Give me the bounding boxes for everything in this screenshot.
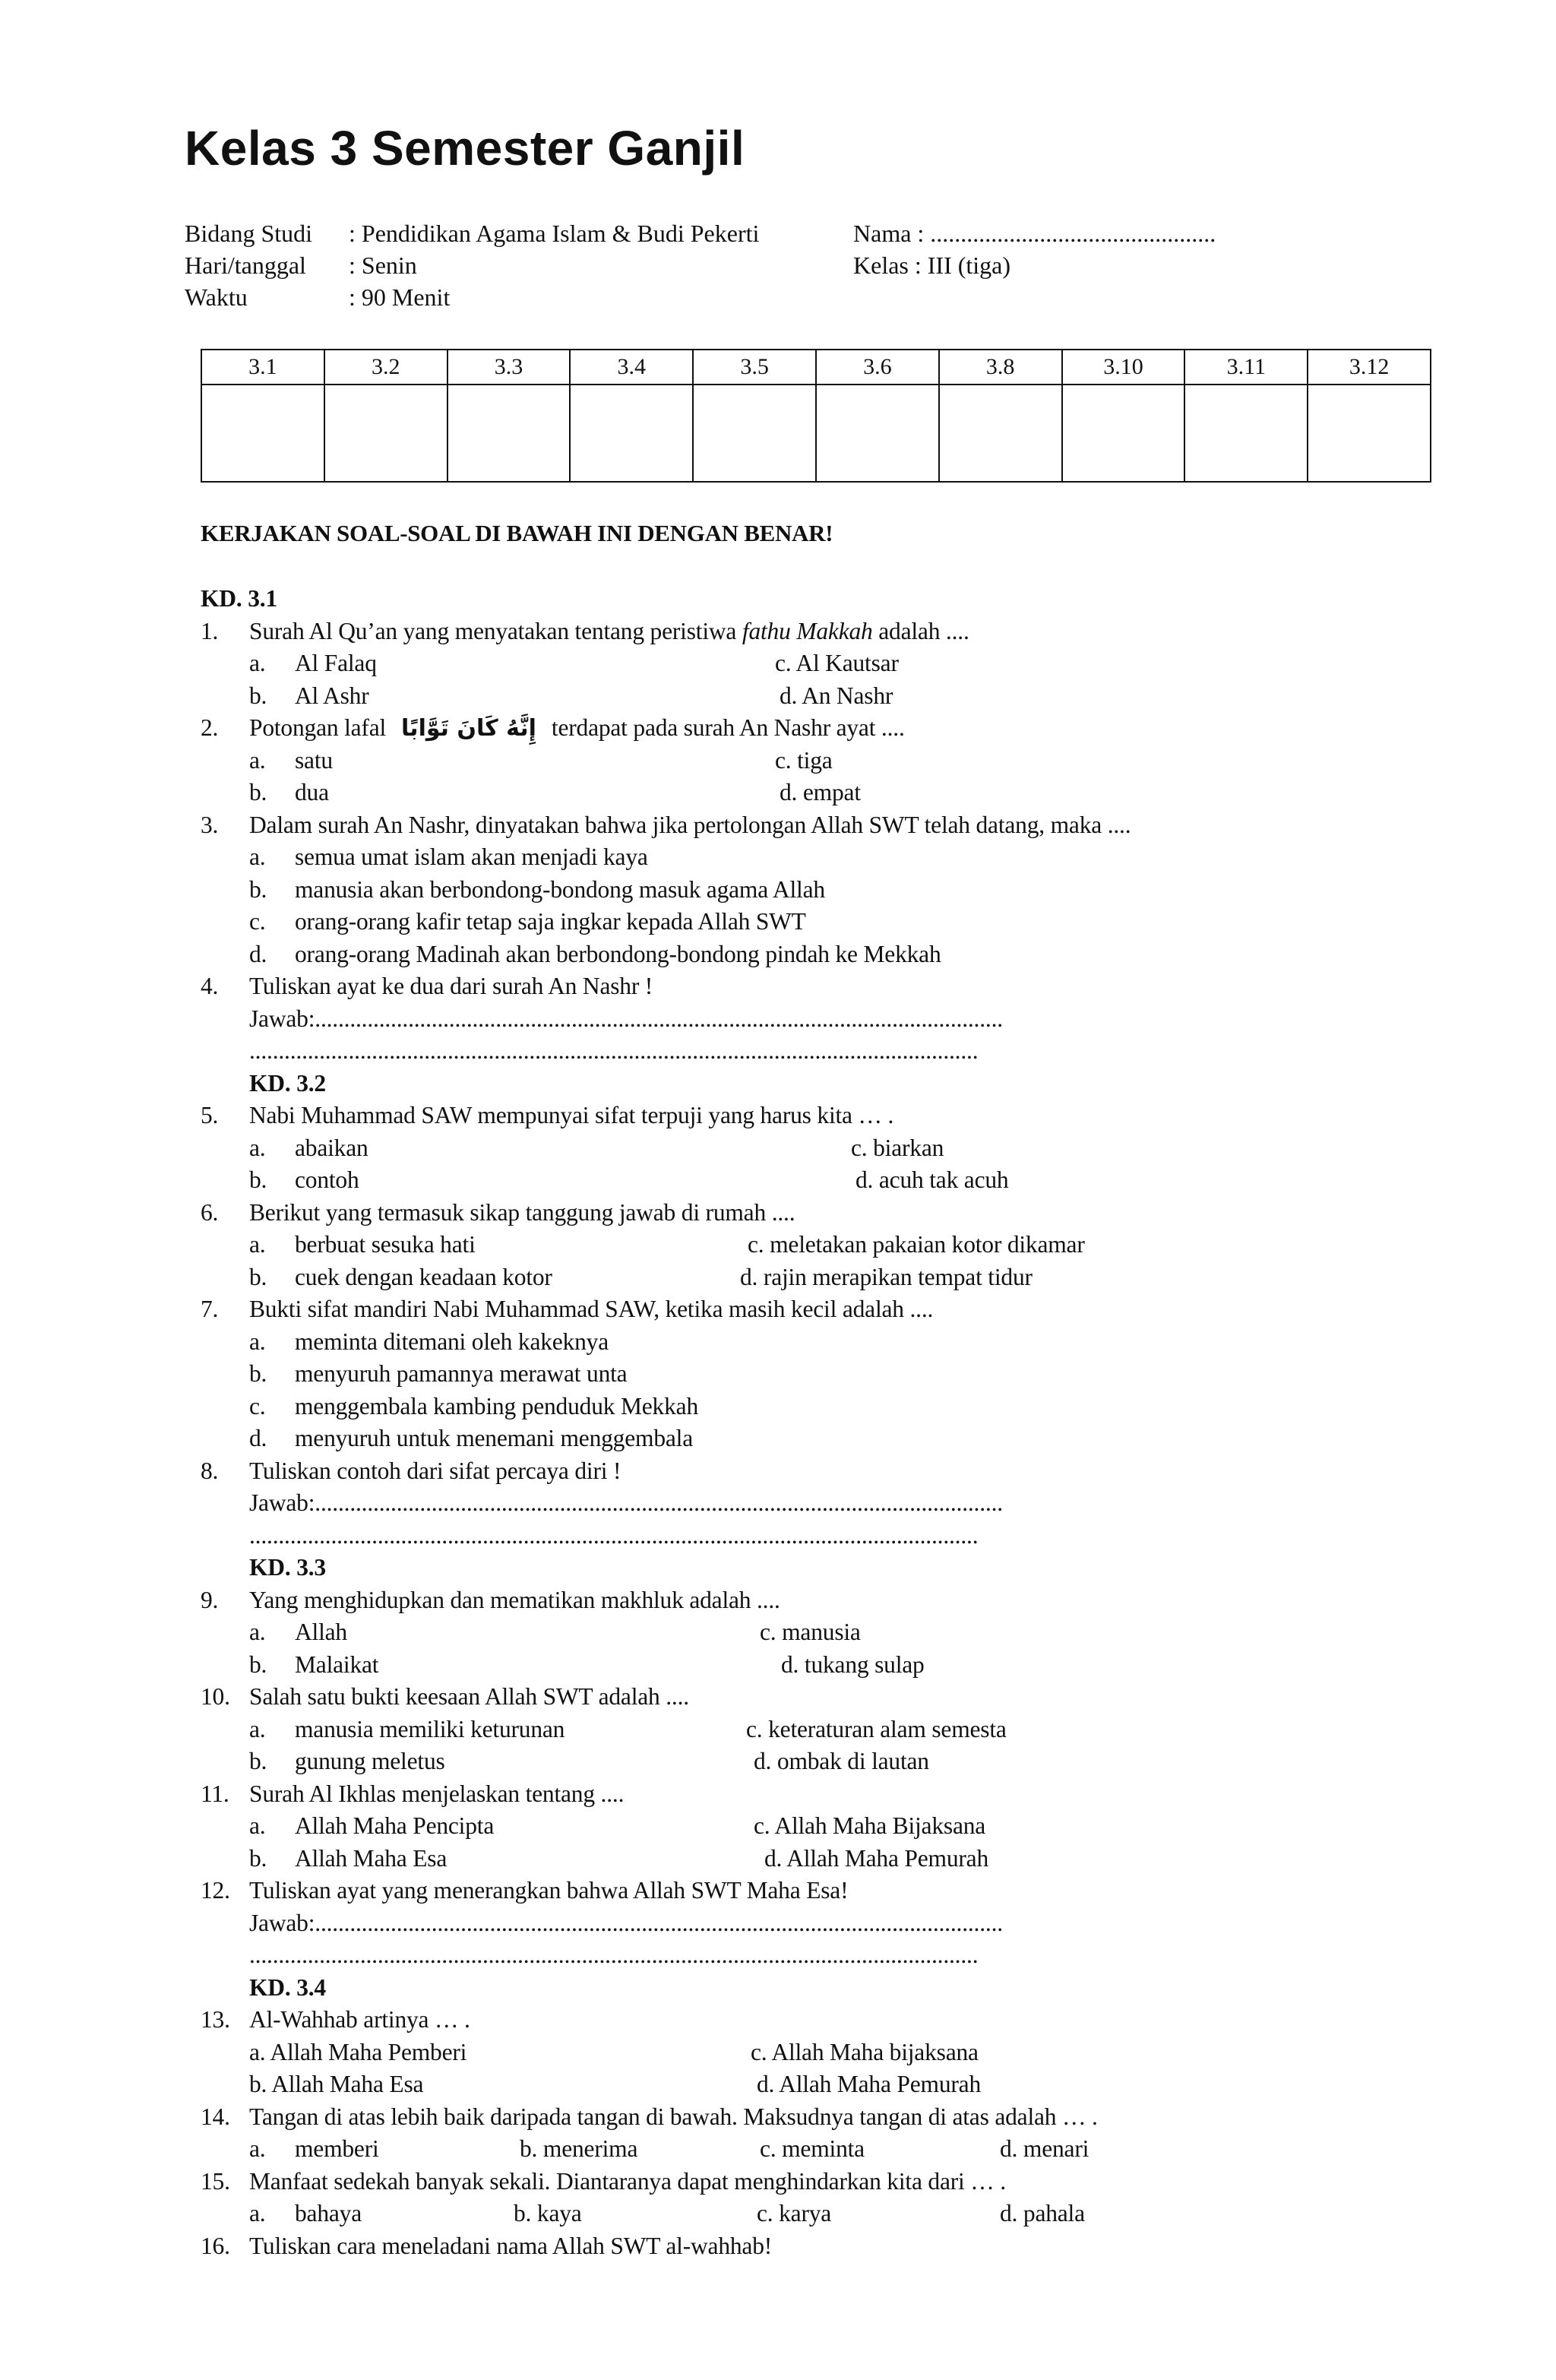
option-letter: a. [249, 1231, 266, 1258]
kd-score-cell [816, 385, 939, 482]
option-c: orang-orang kafir tetap saja ingkar kepada Allah SWT [295, 908, 806, 935]
kd-header-cell: 3.4 [570, 350, 693, 385]
answer-line [201, 1003, 1454, 1036]
option-b: menyuruh pamannya merawat unta [295, 1360, 628, 1387]
option-c: c. meletakan pakaian kotor dikamar [748, 1231, 1085, 1258]
option-a: memberi [295, 2135, 379, 2162]
options-row [201, 2068, 1454, 2101]
option-d: d. ombak di lautan [754, 1748, 929, 1774]
answer-line [201, 1939, 1454, 1972]
option-c: c. Al Kautsar [775, 650, 899, 676]
option-d: d. menari [1000, 2135, 1090, 2162]
question-11 [201, 1778, 1454, 1811]
option-letter: a. [249, 843, 266, 870]
kd-heading: KD. 3.3 [249, 1554, 326, 1581]
option-letter: a. [249, 2135, 266, 2162]
time-value: : 90 Menit [349, 283, 451, 311]
option-letter: b. [249, 779, 267, 805]
question-text-part: terdapat pada surah An Nashr ayat .... [551, 714, 905, 741]
kd-score-cell [1308, 385, 1431, 482]
options-row [201, 2037, 1454, 2069]
answer-line [201, 1035, 1454, 1068]
question-text-part: adalah .... [872, 617, 969, 644]
option-b: cuek dengan keadaan kotor [295, 1263, 552, 1290]
kd-header-cell: 3.2 [324, 350, 448, 385]
option-a: manusia memiliki keturunan [295, 1715, 565, 1742]
question-number: 16. [201, 2232, 230, 2259]
option-letter: b. [249, 682, 267, 709]
option-c: c. meminta [760, 2135, 865, 2162]
option-b: b. Allah Maha Esa [249, 2071, 424, 2097]
answer-dots: ............................................................................................................................. [249, 1521, 979, 1549]
options-row [201, 1843, 1454, 1875]
question-number: 13. [201, 2006, 230, 2033]
option-d: menyuruh untuk menemani menggembala [295, 1425, 693, 1451]
answer-line [201, 1907, 1454, 1940]
question-9 [201, 1584, 1454, 1617]
kd-header-cell: 3.5 [693, 350, 816, 385]
question-5 [201, 1100, 1454, 1132]
kd-heading: KD. 3.2 [249, 1069, 326, 1097]
option-b: contoh [295, 1166, 359, 1193]
answer-dots: ...................................................................................................................... [315, 1909, 1003, 1936]
option-c: c. tiga [775, 746, 833, 774]
answer-label: Jawab: [249, 1909, 315, 1936]
options-row [201, 1649, 1454, 1682]
kd-heading: KD. 3.4 [249, 1973, 326, 2001]
option-a: berbuat sesuka hati [295, 1231, 476, 1258]
question-number: 11. [201, 1780, 229, 1807]
kd-heading: KD. 3.1 [201, 585, 277, 612]
question-number: 4. [201, 973, 219, 999]
options-row [201, 1745, 1454, 1778]
kd-header-cell: 3.8 [939, 350, 1062, 385]
option-letter: a. [249, 1812, 266, 1839]
kd-header-cell: 3.6 [816, 350, 939, 385]
question-number: 15. [201, 2167, 230, 2195]
option-a: bahaya [295, 2200, 362, 2227]
answer-dots: ...................................................................................................................... [315, 1005, 1003, 1032]
question-13 [201, 2004, 1454, 2037]
option-c: c. Allah Maha bijaksana [751, 2038, 979, 2065]
option-d: orang-orang Madinah akan berbondong-bondong pindah ke Mekkah [295, 940, 941, 967]
option-b: b. menerima [520, 2135, 638, 2162]
option-letter: b. [249, 1748, 267, 1774]
question-text: Salah satu bukti keesaan Allah SWT adalah .... [249, 1683, 689, 1710]
question-2 [201, 712, 1454, 745]
option-b: manusia akan berbondong-bondong masuk agama Allah [295, 875, 825, 903]
question-6 [201, 1197, 1454, 1230]
question-text: Tangan di atas lebih baik daripada tangan di bawah. Maksudnya tangan di atas adalah … . [249, 2103, 1098, 2130]
question-15 [201, 2166, 1454, 2198]
option-d: d. pahala [1000, 2200, 1085, 2227]
class-value: Kelas : III (tiga) [853, 252, 1011, 279]
question-number: 14. [201, 2103, 230, 2130]
option-d: d. Allah Maha Pemurah [757, 2071, 981, 2097]
subject-label: Bidang Studi [185, 220, 313, 247]
question-7 [201, 1293, 1454, 1326]
option-letter: b. [249, 1650, 267, 1678]
option-b: gunung meletus [295, 1748, 445, 1774]
answer-field [249, 1907, 1003, 1940]
question-number: 2. [201, 714, 219, 741]
answer-field [249, 1487, 1003, 1520]
question-12 [201, 1875, 1454, 1907]
question-8 [201, 1455, 1454, 1488]
question-text: Nabi Muhammad SAW mempunyai sifat terpuji yang harus kita … . [249, 1102, 894, 1128]
question-number: 12. [201, 1877, 230, 1904]
question-number: 8. [201, 1457, 219, 1484]
answer-line [201, 1520, 1454, 1552]
options-row [201, 680, 1454, 713]
question-text: Tuliskan cara meneladani nama Allah SWT al-wahhab! [249, 2232, 773, 2259]
kd-score-row [201, 385, 1431, 482]
option-d: d. rajin merapikan tempat tidur [740, 1263, 1033, 1290]
question-text: Yang menghidupkan dan mematikan makhluk adalah .... [249, 1586, 780, 1613]
answer-label: Jawab: [249, 1005, 315, 1032]
question-text: Tuliskan ayat yang menerangkan bahwa Allah SWT Maha Esa! [249, 1877, 849, 1904]
question-text-italic: fathu Makkah [742, 617, 873, 644]
option-a: a. Allah Maha Pemberi [249, 2038, 467, 2065]
option-letter: b. [249, 1844, 267, 1872]
question-number: 1. [201, 617, 219, 644]
options-row [201, 874, 1454, 907]
options-row [201, 777, 1454, 809]
option-a: semua umat islam akan menjadi kaya [295, 843, 648, 870]
kd-score-cell [1062, 385, 1185, 482]
options-row [201, 1810, 1454, 1843]
kd-score-cell [693, 385, 816, 482]
option-letter: a. [249, 2200, 266, 2227]
options-row [201, 647, 1454, 680]
option-letter: a. [249, 1715, 266, 1742]
kd-score-cell [201, 385, 324, 482]
question-text [249, 616, 969, 648]
kd-header-cell: 3.3 [448, 350, 571, 385]
options-row [201, 1391, 1454, 1423]
answer-dots: ...................................................................................................................... [315, 1489, 1003, 1516]
option-letter: b. [249, 1360, 267, 1387]
option-letter: a. [249, 650, 266, 676]
question-number: 7. [201, 1296, 219, 1322]
question-1 [201, 616, 1454, 648]
kd-header-cell: 3.12 [1308, 350, 1431, 385]
option-c: menggembala kambing penduduk Mekkah [295, 1392, 698, 1419]
question-text: Bukti sifat mandiri Nabi Muhammad SAW, ketika masih kecil adalah .... [249, 1296, 934, 1322]
kd-score-cell [324, 385, 448, 482]
kd-header-row [201, 350, 1431, 385]
option-a: abaikan [295, 1134, 368, 1161]
kd-header-cell: 3.10 [1062, 350, 1185, 385]
option-d: d. Allah Maha Pemurah [764, 1844, 988, 1872]
option-letter: b. [249, 1263, 267, 1290]
date-value: : Senin [349, 252, 417, 279]
question-text: Surah Al Ikhlas menjelaskan tentang .... [249, 1780, 625, 1807]
option-a: satu [295, 746, 333, 774]
option-letter: b. [249, 1166, 267, 1193]
option-b: Allah Maha Esa [295, 1844, 448, 1872]
question-text: Al-Wahhab artinya … . [249, 2006, 470, 2033]
options-row [201, 1358, 1454, 1391]
questions [201, 583, 1454, 2262]
question-text: Dalam surah An Nashr, dinyatakan bahwa jika pertolongan Allah SWT telah datang, maka .... [249, 811, 1131, 838]
option-letter: c. [249, 908, 266, 935]
option-b: Al Ashr [295, 682, 369, 709]
kd-score-cell [570, 385, 693, 482]
option-a: Allah [295, 1619, 347, 1645]
question-3 [201, 809, 1454, 842]
subject-value: : Pendidikan Agama Islam & Budi Pekerti [349, 220, 760, 247]
options-row [201, 2198, 1454, 2230]
answer-field [249, 1003, 1003, 1036]
question-number: 6. [201, 1198, 219, 1226]
option-c: c. biarkan [851, 1134, 944, 1161]
answer-dots: ............................................................................................................................. [249, 1942, 979, 1968]
question-text: Tuliskan ayat ke dua dari surah An Nashr ! [249, 973, 653, 999]
kd-header-cell: 3.11 [1184, 350, 1308, 385]
question-number: 5. [201, 1102, 219, 1128]
arabic-lafal: إِنَّهُ كَانَ تَوَّابًا [401, 715, 536, 742]
options-row [201, 745, 1454, 777]
kd-header-cell: 3.1 [201, 350, 324, 385]
option-letter: a. [249, 1134, 266, 1161]
option-c: c. karya [757, 2200, 832, 2227]
kd-score-table [201, 349, 1431, 483]
answer-line [201, 1487, 1454, 1520]
question-number: 9. [201, 1586, 219, 1613]
question-10 [201, 1681, 1454, 1714]
options-row [201, 1423, 1454, 1455]
option-d: d. acuh tak acuh [855, 1166, 1009, 1193]
date-label: Hari/tanggal [185, 252, 306, 279]
question-number: 10. [201, 1683, 230, 1710]
option-letter: c. [249, 1392, 266, 1419]
kd-score-cell [939, 385, 1062, 482]
option-c: c. manusia [760, 1619, 861, 1645]
answer-dots: ............................................................................................................................. [249, 1037, 979, 1064]
question-text: Berikut yang termasuk sikap tanggung jawab di rumah .... [249, 1198, 795, 1226]
options-row [201, 1164, 1454, 1197]
option-a: Al Falaq [295, 650, 377, 676]
option-b: dua [295, 779, 329, 805]
option-a: meminta ditemani oleh kakeknya [295, 1328, 609, 1355]
options-row [201, 1326, 1454, 1359]
option-letter: d. [249, 1425, 267, 1451]
question-text [249, 712, 905, 745]
question-text: Manfaat sedekah banyak sekali. Diantaranya dapat menghindarkan kita dari … . [249, 2167, 1006, 2195]
options-row [201, 906, 1454, 938]
option-letter: d. [249, 940, 267, 967]
student-name-field: Nama : ............................................... [853, 220, 1216, 247]
kd-score-cell [1184, 385, 1308, 482]
options-row [201, 1261, 1454, 1294]
options-row [201, 1714, 1454, 1746]
question-text-part: Surah Al Qu’an yang menyatakan tentang peristiwa [249, 617, 742, 644]
option-letter: a. [249, 1619, 266, 1645]
question-14 [201, 2101, 1454, 2134]
option-c: c. keteraturan alam semesta [746, 1715, 1007, 1742]
options-row [201, 938, 1454, 971]
time-label: Waktu [185, 283, 248, 311]
option-d: d. tukang sulap [781, 1650, 925, 1678]
question-16 [201, 2230, 1454, 2263]
options-row [201, 2133, 1454, 2166]
options-row [201, 841, 1454, 874]
option-a: Allah Maha Pencipta [295, 1812, 495, 1839]
page-title: Kelas 3 Semester Ganjil [185, 121, 745, 176]
instruction-text: KERJAKAN SOAL-SOAL DI BAWAH INI DENGAN BENAR! [201, 520, 833, 546]
question-text: Tuliskan contoh dari sifat percaya diri ! [249, 1457, 621, 1484]
options-row [201, 1616, 1454, 1649]
options-row [201, 1229, 1454, 1261]
option-c: c. Allah Maha Bijaksana [754, 1812, 986, 1839]
option-b: Malaikat [295, 1650, 379, 1678]
answer-label: Jawab: [249, 1489, 315, 1516]
question-4 [201, 970, 1454, 1003]
option-letter: a. [249, 1328, 266, 1355]
question-number: 3. [201, 811, 219, 838]
option-letter: b. [249, 875, 267, 903]
question-text-part: Potongan lafal [249, 714, 387, 741]
options-row [201, 1132, 1454, 1165]
option-b: b. kaya [514, 2200, 582, 2227]
option-letter: a. [249, 746, 266, 774]
option-d: d. An Nashr [780, 682, 893, 709]
option-d: d. empat [780, 779, 861, 805]
kd-score-cell [448, 385, 571, 482]
